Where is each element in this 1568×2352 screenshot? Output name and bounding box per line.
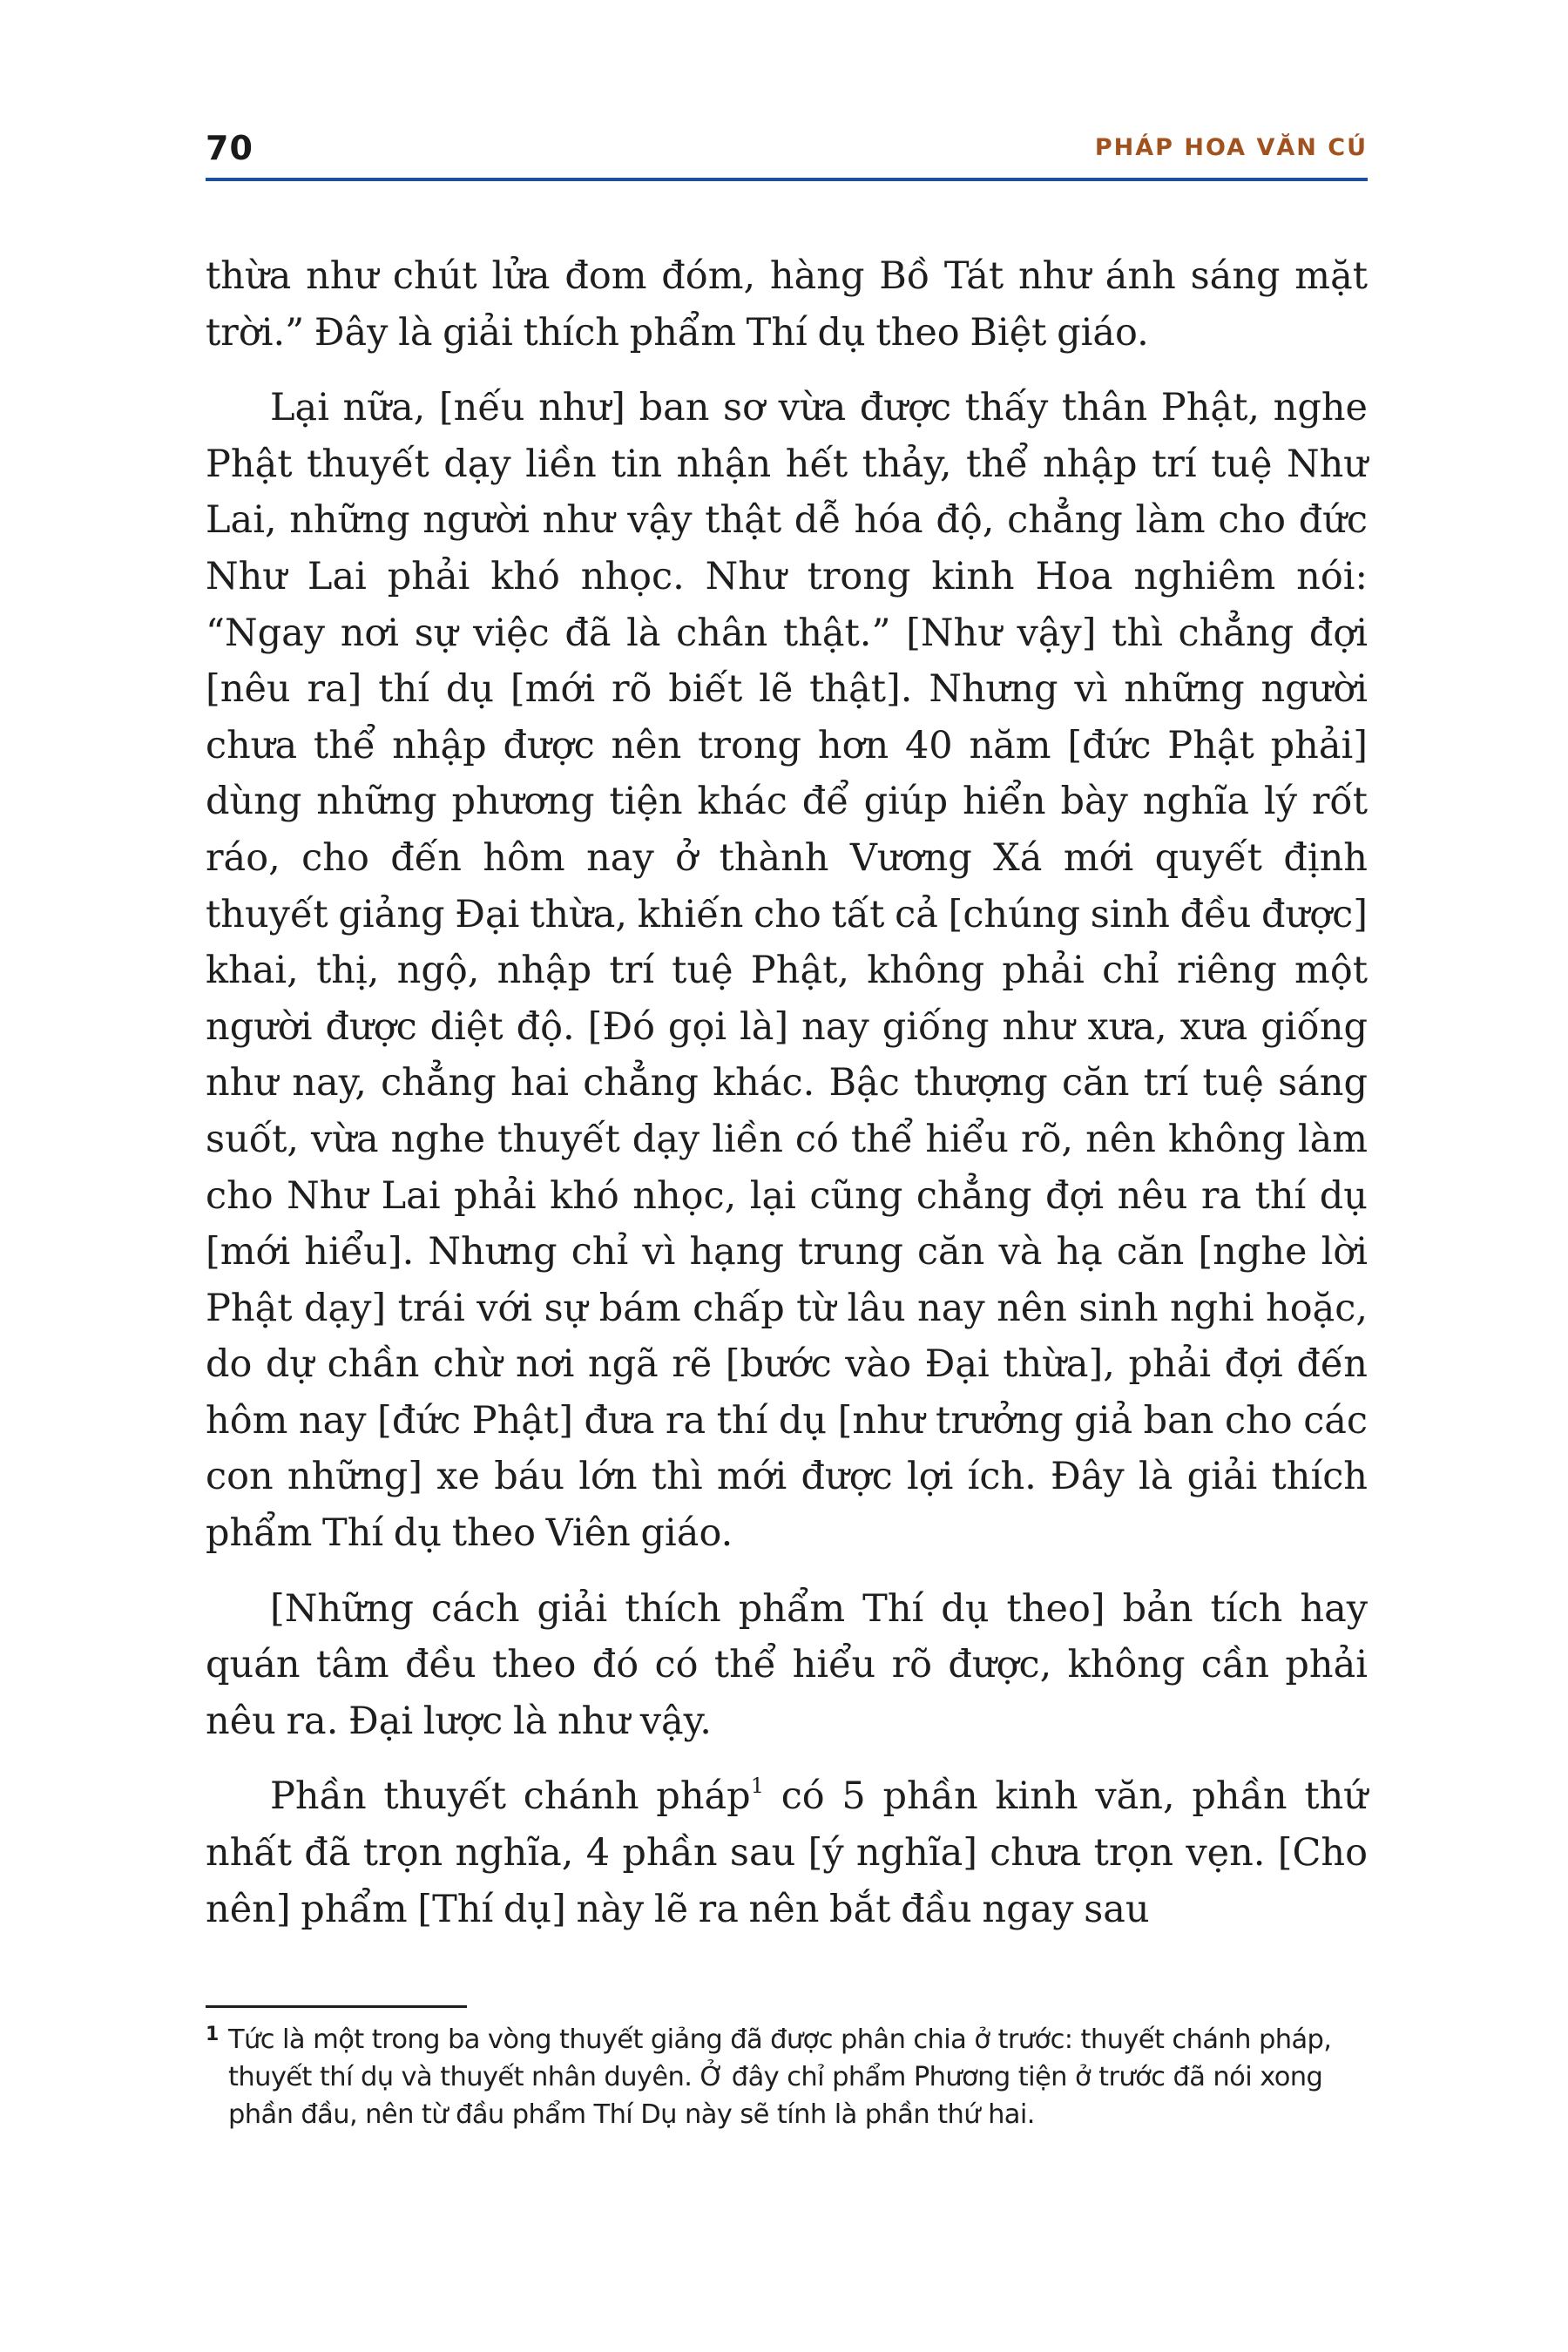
running-title: PHÁP HOA VĂN CÚ	[1094, 134, 1368, 161]
paragraph-4-rest: có 5 phần kinh văn, phần thứ nhất đã trọn nghĩa, 4 phần sau [ý nghĩa] chưa trọn vẹn. [Cho nên] phẩm [Thí dụ] này lẽ ra nên bắt đầu ngay sau	[206, 1774, 1368, 1931]
footnote-text: Tức là một trong ba vòng thuyết giảng đã được phân chia ở trước: thuyết chánh pháp, thuyết thí dụ và thuyết nhân duyên. Ở đây chỉ phẩm Phương tiện ở trước đã nói xong phần đầu, nên từ đầu phẩm Thí Dụ này sẽ tính là phần thứ hai.	[228, 2024, 1332, 2130]
paragraph-1: thừa như chút lửa đom đóm, hàng Bồ Tát như ánh sáng mặt trời.” Đây là giải thích phẩm Thí dụ theo Biệt giáo.	[206, 254, 1368, 355]
footnote-mark: 1	[206, 2024, 219, 2045]
page-number: 70	[206, 129, 253, 167]
footnote	[206, 2021, 1368, 2133]
paragraph-2: Lại nữa, [nếu như] ban sơ vừa được thấy thân Phật, nghe Phật thuyết dạy liền tin nhận hết thảy, thể nhập trí tuệ Như Lai, những người như vậy thật dễ hóa độ, chẳng làm cho đức Như Lai phải khó nhọc. Như trong kinh Hoa nghiêm nói: “Ngay nơi sự việc đã là chân thật.” [Như vậy] thì chẳng đợi [nêu ra] thí dụ [mới rõ biết lẽ thật]. Nhưng vì những người chưa thể nhập được nên trong hơn 40 năm [đức Phật phải] dùng những phương tiện khác để giúp hiển bày nghĩa lý rốt ráo, cho đến hôm nay ở thành Vương Xá mới quyết định thuyết giảng Đại thừa, khiến cho tất cả [chúng sinh đều được] khai, thị, ngộ, nhập trí tuệ Phật, không phải chỉ riêng một người được diệt độ. [Đó gọi là] nay giống như xưa, xưa giống như nay, chẳng hai chẳng khác. Bậc thượng căn trí tuệ sáng suốt, vừa nghe thuyết dạy liền có thể hiểu rõ, nên không làm cho Như Lai phải khó nhọc, lại cũng chẳng đợi nêu ra thí dụ [mới hiểu]. Nhưng chỉ vì hạng trung căn và hạ căn [nghe lời Phật dạy] trái với sự bám chấp từ lâu nay nên sinh nghi hoặc, do dự chần chừ nơi ngã rẽ [bước vào Đại thừa], phải đợi đến hôm nay [đức Phật] đưa ra thí dụ [như trưởng giả ban cho các con những] xe báu lớn thì mới được lợi ích. Đây là giải thích phẩm Thí dụ theo Viên giáo.	[206, 386, 1368, 1556]
footnote-rule	[206, 2005, 467, 2008]
header-rule	[206, 178, 1368, 181]
page-header	[206, 129, 1368, 174]
paragraph-4	[206, 1768, 1368, 1937]
paragraph-4-start: Phần thuyết chánh pháp	[270, 1774, 751, 1819]
body-text	[206, 248, 1368, 1937]
footnote-reference: 1	[750, 1774, 764, 1799]
paragraph-3: [Những cách giải thích phẩm Thí dụ theo] bản tích hay quán tâm đều theo đó có thể hiểu rõ được, không cần phải nêu ra. Đại lược là như vậy.	[206, 1586, 1368, 1743]
